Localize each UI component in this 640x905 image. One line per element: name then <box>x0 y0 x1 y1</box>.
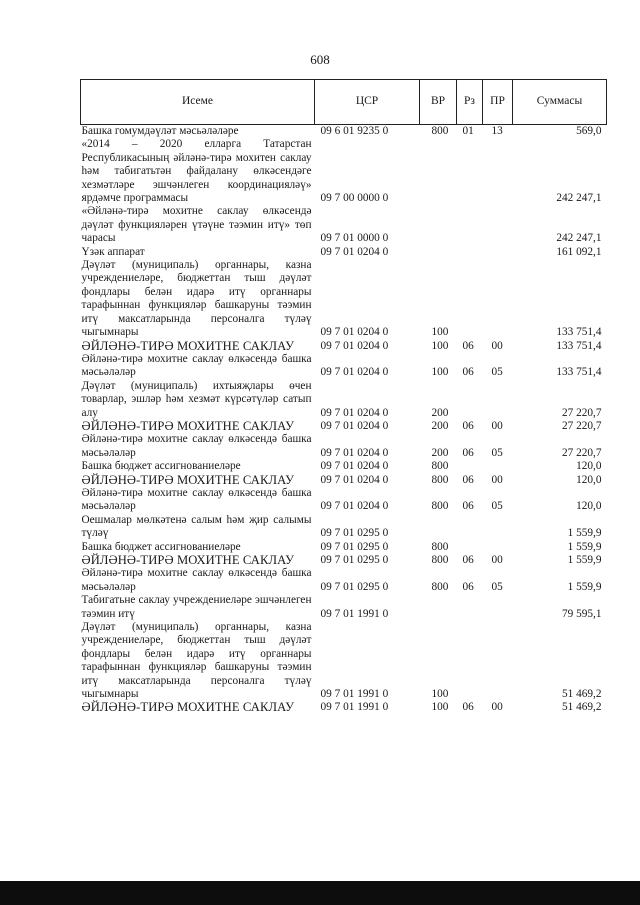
cell-csr: 09 7 01 0204 0 <box>320 339 389 352</box>
cell-csr: 09 7 01 0295 0 <box>320 554 389 566</box>
cell-csr: 09 7 01 1991 0 <box>320 688 389 701</box>
cell-sum: 133 751,4 <box>556 326 602 339</box>
header-csr: ЦСР <box>315 80 420 125</box>
header-sum: Суммасы <box>513 80 607 125</box>
table-row <box>81 567 607 594</box>
table-row <box>81 487 607 514</box>
cell-pr <box>483 138 513 205</box>
cell-sum: 27 220,7 <box>561 419 602 432</box>
cell-pr: 05 <box>491 500 503 513</box>
cell-vr: 800 <box>431 473 449 486</box>
cell-pr: 00 <box>491 473 503 486</box>
cell-csr: 09 7 01 0204 0 <box>320 473 389 486</box>
cell-rz <box>457 259 483 339</box>
cell-vr: 100 <box>431 326 449 339</box>
cell-sum: 1 559,9 <box>567 580 602 593</box>
cell-sum: 51 469,2 <box>561 688 602 701</box>
cell-name: Әйләнә-тирә мохитне саклау өлкәсендә башка мәсьәләләр <box>81 352 312 379</box>
cell-csr: 09 7 01 0204 0 <box>320 500 389 513</box>
cell-rz: 06 <box>462 554 474 566</box>
cell-vr: 100 <box>431 339 449 352</box>
cell-sum: 242 247,1 <box>556 192 602 205</box>
cell-csr: 09 6 01 9235 0 <box>320 125 389 137</box>
cell-pr <box>483 594 513 621</box>
cell-rz <box>457 205 483 245</box>
cell-vr: 800 <box>431 580 449 593</box>
cell-vr: 100 <box>431 701 449 714</box>
cell-csr: 09 7 01 0204 0 <box>320 326 389 339</box>
cell-pr: 05 <box>491 580 503 593</box>
table-row <box>81 541 607 554</box>
cell-csr: 09 7 01 1991 0 <box>320 701 389 714</box>
cell-pr <box>483 246 513 259</box>
cell-pr <box>483 380 513 420</box>
table-row <box>81 340 607 353</box>
table-row <box>81 621 607 701</box>
cell-rz: 06 <box>462 580 474 593</box>
cell-pr: 05 <box>491 366 503 379</box>
cell-rz: 06 <box>462 366 474 379</box>
cell-name: ӘЙЛӘНӘ-ТИРӘ МОХИТНЕ САКЛАУ <box>81 553 295 567</box>
cell-pr <box>483 541 513 554</box>
table-row <box>81 205 607 245</box>
cell-rz <box>457 514 483 541</box>
cell-name: Оешмалар мөлкәтенә салым һәм җир салымы түләү <box>81 513 312 540</box>
cell-rz: 06 <box>462 701 474 714</box>
cell-rz <box>457 594 483 621</box>
cell-csr: 09 7 01 0295 0 <box>320 527 389 540</box>
cell-pr <box>483 460 513 473</box>
cell-rz: 06 <box>462 446 474 459</box>
budget-table <box>80 79 607 715</box>
cell-vr: 100 <box>431 688 449 701</box>
cell-sum: 1 559,9 <box>567 540 602 553</box>
cell-vr: 200 <box>431 446 449 459</box>
cell-pr: 00 <box>491 701 503 714</box>
table-row <box>81 474 607 487</box>
table-header-row <box>81 80 607 125</box>
cell-csr: 09 7 01 0204 0 <box>320 446 389 459</box>
cell-name: Дәүләт (муниципаль) органнары, казна учреждениеләре, бюджеттан тыш дәүләт фондлары белән идарә итү органнары тарафыннан функцияләр башкаруны тәэмин итү максатларында персоналга түләү чыгымнары <box>81 621 312 701</box>
cell-vr: 200 <box>431 406 449 419</box>
cell-vr <box>420 514 457 541</box>
cell-vr <box>420 594 457 621</box>
cell-name: Дәүләт (муниципаль) ихтыяҗлары өчен товарлар, эшләр һәм хезмәт күрсәтүләр сатып алу <box>81 379 312 419</box>
cell-csr: 09 7 01 0204 0 <box>320 460 389 473</box>
table-row <box>81 554 607 567</box>
cell-sum: 51 469,2 <box>561 701 602 714</box>
cell-pr <box>483 205 513 245</box>
cell-csr: 09 7 01 0204 0 <box>320 366 389 379</box>
cell-csr: 09 7 01 1991 0 <box>320 607 389 620</box>
cell-name: Әйләнә-тирә мохитне саклау өлкәсендә башка мәсьәләләр <box>81 567 312 593</box>
cell-pr <box>483 259 513 339</box>
cell-rz: 01 <box>462 125 474 137</box>
cell-vr <box>420 205 457 245</box>
cell-sum: 1 559,9 <box>567 527 602 540</box>
cell-sum: 79 595,1 <box>561 607 602 620</box>
cell-pr: 00 <box>491 419 503 432</box>
cell-name: ӘЙЛӘНӘ-ТИРӘ МОХИТНЕ САКЛАУ <box>81 418 295 433</box>
cell-vr: 800 <box>431 554 449 566</box>
header-pr: ПР <box>483 80 513 125</box>
cell-sum: 27 220,7 <box>561 446 602 459</box>
cell-sum: 1 559,9 <box>567 554 602 566</box>
cell-name: ӘЙЛӘНӘ-ТИРӘ МОХИТНЕ САКЛАУ <box>81 338 295 353</box>
cell-sum: 569,0 <box>576 125 602 137</box>
table-row <box>81 125 607 139</box>
header-vr: ВР <box>420 80 457 125</box>
table-row <box>81 514 607 541</box>
cell-rz: 06 <box>462 500 474 513</box>
cell-csr: 09 7 01 0295 0 <box>320 540 389 553</box>
cell-csr: 09 7 01 0000 0 <box>320 232 389 245</box>
cell-rz <box>457 541 483 554</box>
cell-pr: 00 <box>491 554 503 566</box>
cell-name: Үзәк аппарат <box>81 245 145 258</box>
header-name: Исеме <box>81 80 315 125</box>
table-row <box>81 420 607 433</box>
cell-name: Әйләнә-тирә мохитне саклау өлкәсендә башка мәсьәләләр <box>81 486 312 513</box>
table-row <box>81 433 607 460</box>
cell-name: Дәүләт (муниципаль) органнары, казна учреждениеләре, бюджеттан тыш дәүләт фондлары белән идарә итү органнары тарафыннан функцияләр башкаруны тәэмин итү максатларында персоналга түләү чыгымнары <box>81 259 312 339</box>
cell-name: Әйләнә-тирә мохитне саклау өлкәсендә башка мәсьәләләр <box>81 433 312 459</box>
cell-name: «2014 – 2020 елларга Татарстан Республикасының әйләнә-тирә мохитен саклау һәм табигатьтән файдалану өлкәсендәге хезмәтләре эшчәнлеген координацияләү» ярдәмче программасы <box>81 138 312 205</box>
cell-name: Башка гомумдәүләт мәсьәләләре <box>81 125 239 137</box>
table-row <box>81 380 607 420</box>
cell-pr: 13 <box>491 125 503 137</box>
table-body <box>81 125 607 715</box>
table-row <box>81 460 607 473</box>
cell-rz: 06 <box>462 473 474 486</box>
cell-rz <box>457 380 483 420</box>
cell-rz: 06 <box>462 419 474 432</box>
cell-pr <box>483 621 513 701</box>
table-row <box>81 594 607 621</box>
cell-pr <box>483 514 513 541</box>
cell-csr: 09 7 00 0000 0 <box>320 192 389 205</box>
table-row <box>81 246 607 259</box>
cell-rz <box>457 246 483 259</box>
cell-name: «Әйләнә-тирә мохитне саклау өлкәсендә дәүләт функцияләрен үтәүне тәэмин итү» төп чарасы <box>81 205 312 245</box>
table-row <box>81 701 607 714</box>
cell-vr: 800 <box>431 125 449 137</box>
cell-pr: 05 <box>491 446 503 459</box>
cell-name: Башка бюджет ассигнованиеләре <box>81 540 241 553</box>
cell-rz <box>457 138 483 205</box>
cell-name: ӘЙЛӘНӘ-ТИРӘ МОХИТНЕ САКЛАУ <box>81 700 295 715</box>
cell-sum: 120,0 <box>576 473 602 486</box>
cell-name: ӘЙЛӘНӘ-ТИРӘ МОХИТНЕ САКЛАУ <box>81 472 295 487</box>
cell-sum: 27 220,7 <box>561 406 602 419</box>
cell-sum: 161 092,1 <box>556 245 602 258</box>
cell-rz <box>457 621 483 701</box>
cell-sum: 133 751,4 <box>556 339 602 352</box>
cell-vr: 800 <box>431 460 449 473</box>
table-row <box>81 138 607 205</box>
cell-sum: 120,0 <box>576 460 602 473</box>
cell-rz: 06 <box>462 339 474 352</box>
cell-vr <box>420 246 457 259</box>
cell-sum: 133 751,4 <box>556 366 602 379</box>
cell-pr: 00 <box>491 339 503 352</box>
cell-rz <box>457 460 483 473</box>
cell-csr: 09 7 01 0204 0 <box>320 406 389 419</box>
table-row <box>81 353 607 380</box>
cell-name: Башка бюджет ассигнованиеләре <box>81 460 241 473</box>
cell-csr: 09 7 01 0204 0 <box>320 419 389 432</box>
header-rz: Рз <box>457 80 483 125</box>
cell-sum: 242 247,1 <box>556 232 602 245</box>
table-row <box>81 259 607 339</box>
cell-name: Табигатьне саклау учреждениеләре эшчәнлеген тәэмин итү <box>81 594 312 620</box>
cell-csr: 09 7 01 0204 0 <box>320 245 389 258</box>
cell-vr: 800 <box>431 500 449 513</box>
cell-vr: 200 <box>431 419 449 432</box>
scan-bottom-edge <box>0 881 640 905</box>
cell-vr <box>420 138 457 205</box>
cell-vr: 800 <box>431 540 449 553</box>
page-number: 608 <box>310 52 330 67</box>
cell-vr: 100 <box>431 366 449 379</box>
cell-csr: 09 7 01 0295 0 <box>320 580 389 593</box>
cell-sum: 120,0 <box>576 500 602 513</box>
